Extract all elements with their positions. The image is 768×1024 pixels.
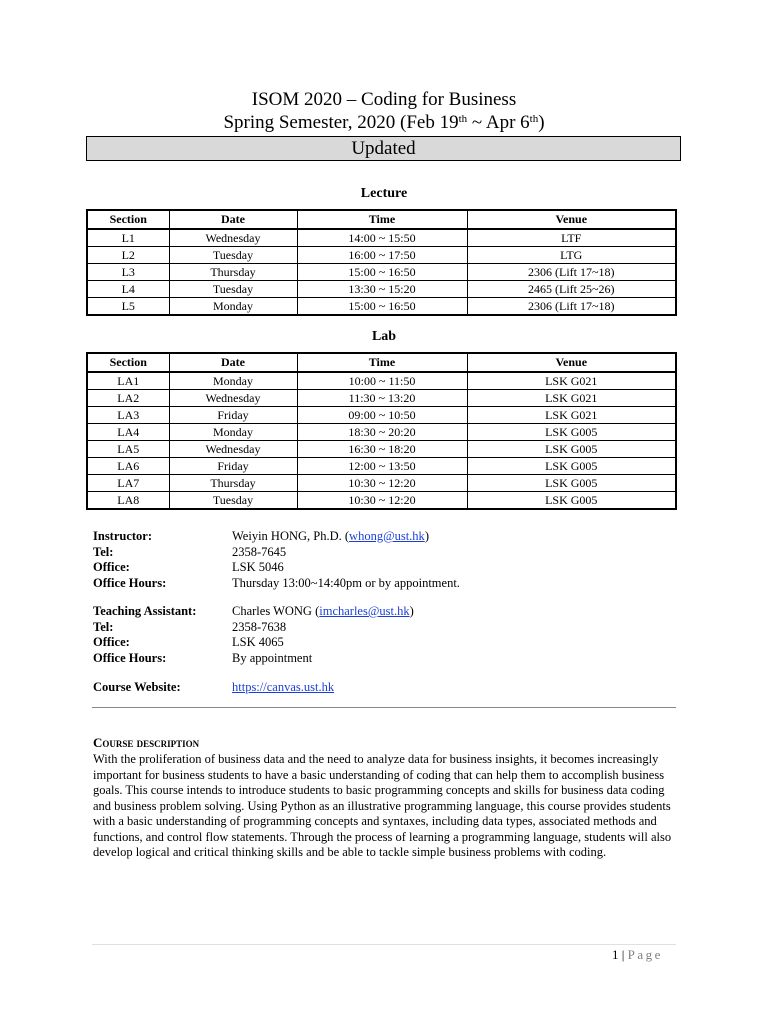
instructor-office-row	[93, 560, 460, 576]
cell: Monday	[169, 372, 297, 390]
table-row	[87, 281, 676, 298]
table-row	[87, 264, 676, 281]
section-divider	[92, 707, 676, 708]
instructor-tel: 2358-7645	[232, 544, 287, 559]
lecture-heading: Lecture	[360, 186, 408, 201]
cell: L3	[87, 264, 169, 281]
cell: 2465 (Lift 25~26)	[467, 281, 676, 298]
instructor-email-link[interactable]: whong@ust.hk	[349, 529, 425, 543]
ta-office-row	[93, 635, 414, 651]
cell: L4	[87, 281, 169, 298]
instructor-block	[93, 529, 460, 591]
cell: 2306 (Lift 17~18)	[467, 298, 676, 316]
ta-tel: 2358-7638	[232, 619, 287, 634]
table-row	[87, 247, 676, 264]
ta-name: Charles WONG (	[232, 604, 320, 618]
cell: LA8	[87, 492, 169, 510]
table-row	[87, 372, 676, 390]
cell: Monday	[169, 298, 297, 316]
course-title: ISOM 2020 – Coding for Business	[251, 89, 517, 110]
semester-mid: ~ Apr 6	[467, 112, 530, 133]
cell: LSK G005	[467, 441, 676, 458]
page-number	[612, 947, 663, 963]
semester-prefix: Spring Semester, 2020 (Feb 19	[223, 112, 459, 133]
cell: Monday	[169, 424, 297, 441]
instructor-close-paren: )	[424, 529, 429, 543]
cell: 18:30 ~ 20:20	[297, 424, 467, 441]
table-row	[87, 475, 676, 492]
ta-block	[93, 604, 414, 666]
cell: LA6	[87, 458, 169, 475]
cell: 09:00 ~ 10:50	[297, 407, 467, 424]
cell: LA3	[87, 407, 169, 424]
cell: LSK G021	[467, 372, 676, 390]
course-description-body: With the proliferation of business data and the need to analyze data for business insights, it becomes increasingly important for business students to have a basic understanding of coding that can help them to accomplish business goals. This course intends to introduce students to basic programming concepts and skills for business data coding and business problem solving. Using Python as an illustrative programming language, this course provides students with a basic understanding of programming concepts and syntaxes, including data types, associated methods and functions, and control flow statements. Through the process of learning a programming language, students will also develop logical and critical thinking skills and be able to tackle simple business problems with coding.	[93, 752, 672, 859]
office-hours-label: Office Hours:	[93, 650, 167, 665]
table-row	[87, 441, 676, 458]
cell: LTG	[467, 247, 676, 264]
table-row	[87, 229, 676, 247]
instructor-tel-row	[93, 545, 460, 561]
table-row	[87, 424, 676, 441]
cell: LA2	[87, 390, 169, 407]
cell: Wednesday	[169, 441, 297, 458]
ta-email-link[interactable]: imcharles@ust.hk	[319, 604, 410, 618]
cell: Wednesday	[169, 229, 297, 247]
instructor-office: LSK 5046	[232, 560, 284, 574]
tel-label: Tel:	[93, 544, 114, 559]
cell: 10:30 ~ 12:20	[297, 492, 467, 510]
instructor-hours: Thursday 13:00~14:40pm or by appointment.	[232, 575, 460, 590]
col-time: Time	[297, 210, 467, 229]
cell: 13:30 ~ 15:20	[297, 281, 467, 298]
cell: Wednesday	[169, 390, 297, 407]
table-row	[87, 298, 676, 316]
tel-label: Tel:	[93, 619, 114, 634]
course-description-heading: Course description	[93, 735, 200, 750]
col-time: Time	[297, 353, 467, 372]
website-link[interactable]: https://canvas.ust.hk	[232, 680, 335, 694]
cell: Tuesday	[169, 281, 297, 298]
updated-banner: Updated	[86, 136, 681, 161]
cell: 11:30 ~ 13:20	[297, 390, 467, 407]
table-row	[87, 492, 676, 510]
lecture-header-row	[87, 210, 676, 229]
instructor-value	[232, 529, 429, 545]
ta-tel-row	[93, 620, 414, 636]
cell: L5	[87, 298, 169, 316]
page-separator: |	[618, 947, 628, 962]
ta-row	[93, 604, 414, 620]
superscript-th-2: th	[529, 113, 539, 125]
office-label: Office:	[93, 635, 130, 649]
instructor-hours-row	[93, 576, 460, 592]
superscript-th-1: th	[458, 113, 468, 125]
cell: LA4	[87, 424, 169, 441]
col-venue: Venue	[467, 353, 676, 372]
col-section: Section	[87, 353, 169, 372]
office-label: Office:	[93, 560, 130, 574]
cell: LSK G005	[467, 424, 676, 441]
cell: Friday	[169, 458, 297, 475]
cell: 15:00 ~ 16:50	[297, 264, 467, 281]
cell: 16:30 ~ 18:20	[297, 441, 467, 458]
col-venue: Venue	[467, 210, 676, 229]
cell: 14:00 ~ 15:50	[297, 229, 467, 247]
cell: 16:00 ~ 17:50	[297, 247, 467, 264]
ta-value	[232, 604, 414, 620]
lab-heading: Lab	[371, 329, 397, 344]
cell: 12:00 ~ 13:50	[297, 458, 467, 475]
cell: Friday	[169, 407, 297, 424]
page-number-value: 1	[612, 947, 619, 962]
cell: LSK G005	[467, 492, 676, 510]
semester-line	[0, 112, 768, 134]
cell: LSK G021	[467, 407, 676, 424]
website-label: Course Website:	[93, 680, 181, 694]
cell: Thursday	[169, 264, 297, 281]
cell: LTF	[467, 229, 676, 247]
ta-hours-row	[93, 651, 414, 667]
website-row	[93, 680, 334, 696]
cell: Tuesday	[169, 492, 297, 510]
ta-hours: By appointment	[232, 650, 313, 665]
lab-header-row	[87, 353, 676, 372]
cell: 10:30 ~ 12:20	[297, 475, 467, 492]
instructor-name: Weiyin HONG, Ph.D. (	[232, 529, 350, 543]
cell: L1	[87, 229, 169, 247]
lab-table	[86, 352, 677, 510]
instructor-label: Instructor:	[93, 529, 153, 543]
website-block	[93, 680, 334, 696]
cell: LA5	[87, 441, 169, 458]
col-date: Date	[169, 353, 297, 372]
lecture-table	[86, 209, 677, 316]
table-row	[87, 390, 676, 407]
cell: LSK G005	[467, 475, 676, 492]
cell: L2	[87, 247, 169, 264]
cell: Thursday	[169, 475, 297, 492]
cell: 15:00 ~ 16:50	[297, 298, 467, 316]
instructor-row	[93, 529, 460, 545]
office-hours-label: Office Hours:	[93, 575, 167, 590]
cell: Tuesday	[169, 247, 297, 264]
ta-office: LSK 4065	[232, 635, 284, 649]
cell: 2306 (Lift 17~18)	[467, 264, 676, 281]
ta-label: Teaching Assistant:	[93, 604, 197, 618]
cell: LSK G021	[467, 390, 676, 407]
semester-suffix: )	[538, 112, 545, 133]
table-row	[87, 458, 676, 475]
table-row	[87, 407, 676, 424]
ta-close-paren: )	[409, 604, 414, 618]
cell: LSK G005	[467, 458, 676, 475]
cell: LA7	[87, 475, 169, 492]
page-word: Page	[627, 947, 663, 962]
cell: 10:00 ~ 11:50	[297, 372, 467, 390]
col-date: Date	[169, 210, 297, 229]
footer-divider	[92, 944, 676, 945]
col-section: Section	[87, 210, 169, 229]
cell: LA1	[87, 372, 169, 390]
